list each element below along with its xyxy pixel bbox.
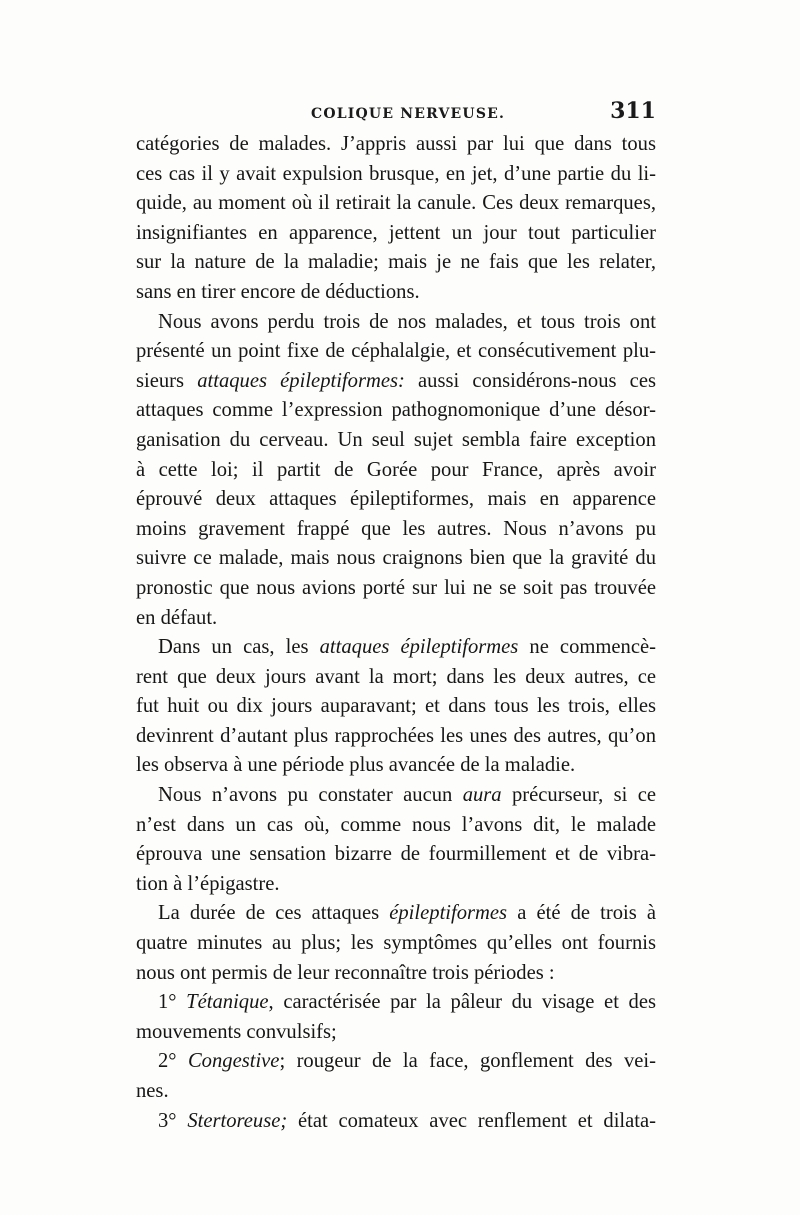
text-segment: 3° <box>158 1109 188 1132</box>
text-line <box>136 1018 656 1048</box>
text-segment: sans en tirer encore de déductions. <box>136 280 420 303</box>
text-segment: Nous avons perdu trois de nos malades, et tous trois ont <box>158 310 656 333</box>
text-line <box>136 692 656 722</box>
text-segment: pronostic que nous avions porté sur lui ne se soit pas trouvée <box>136 576 656 599</box>
text-line <box>136 219 656 249</box>
text-segment: sieurs <box>136 369 198 392</box>
italic-text-segment: aura <box>462 784 502 807</box>
text-line <box>136 633 656 663</box>
text-segment: à cette loi; il partit de Gorée pour France, après avoir <box>136 458 656 481</box>
text-segment: a été de trois à <box>507 902 656 925</box>
text-segment: éprouvé deux attaques épileptiformes, mais en apparence <box>136 488 656 511</box>
text-line <box>136 870 656 900</box>
text-segment: état comateux avec renflement et dilata- <box>287 1109 656 1132</box>
text-line <box>136 929 656 959</box>
text-line <box>136 722 656 752</box>
italic-text-segment: Tétanique <box>186 991 269 1014</box>
text-segment: 1° <box>158 991 187 1014</box>
text-segment: précurseur, si ce <box>501 784 656 807</box>
text-segment: ne commencè- <box>518 636 656 659</box>
text-segment: 2° <box>158 1050 188 1073</box>
text-segment: aussi considérons-nous ces <box>404 369 656 392</box>
italic-text-segment: attaques épileptiformes <box>319 636 519 659</box>
text-line <box>136 840 656 870</box>
text-line <box>136 811 656 841</box>
text-segment: ganisation du cerveau. Un seul sujet sembla faire exception <box>136 428 656 451</box>
text-segment: ; rougeur de la face, gonflement des vei- <box>279 1050 656 1073</box>
text-line <box>136 160 656 190</box>
text-segment: moins gravement frappé que les autres. Nous n’avons pu <box>136 517 656 540</box>
text-line <box>136 248 656 278</box>
text-line <box>136 1107 656 1137</box>
text-segment: attaques comme l’expression pathognomonique d’une désor- <box>136 399 656 422</box>
text-line <box>136 544 656 574</box>
text-line <box>136 663 656 693</box>
text-segment: n’est dans un cas où, comme nous l’avons dit, le malade <box>136 813 656 836</box>
text-segment: mouvements convulsifs; <box>136 1020 337 1043</box>
text-segment: rent que deux jours avant la mort; dans les deux autres, ce <box>136 665 656 688</box>
text-segment: nes. <box>136 1080 169 1102</box>
text-line <box>136 189 656 219</box>
text-line <box>136 604 656 634</box>
text-segment: quide, au moment où il retirait la canule. Ces deux remarques, <box>136 192 656 215</box>
text-segment: Dans un cas, les <box>158 636 320 659</box>
text-segment: , caractérisée par la pâleur du visage et des <box>268 991 656 1014</box>
text-segment: nous ont permis de leur reconnaître trois périodes : <box>136 961 555 984</box>
italic-text-segment: Congestive <box>187 1050 280 1073</box>
running-title: COLIQUE NERVEUSE. <box>311 106 506 122</box>
text-segment: suivre ce malade, mais nous craignons bien que la gravité du <box>136 547 656 570</box>
text-segment: La durée de ces attaques <box>158 902 390 925</box>
text-segment: insignifiantes en apparence, jettent un jour tout particulier <box>136 221 656 244</box>
text-line <box>136 367 656 397</box>
text-line <box>136 959 656 989</box>
text-segment: Nous n’avons pu constater aucun <box>158 784 463 807</box>
italic-text-segment: attaques épileptiformes: <box>197 369 405 392</box>
text-segment: en défaut. <box>136 606 218 629</box>
text-segment: présenté un point fixe de céphalalgie, et consécutivement plu- <box>136 340 656 363</box>
text-line <box>136 278 656 308</box>
body-text <box>136 130 656 1136</box>
text-line <box>136 426 656 456</box>
text-segment: les observa à une période plus avancée de la maladie. <box>136 754 576 777</box>
text-line <box>136 337 656 367</box>
text-segment: tion à l’épigastre. <box>136 872 280 895</box>
text-line <box>136 485 656 515</box>
page-number: 311 <box>610 98 656 124</box>
text-line <box>136 1047 656 1077</box>
text-line <box>136 456 656 486</box>
text-line <box>136 751 656 781</box>
text-line <box>136 574 656 604</box>
text-segment: ces cas il y avait expulsion brusque, en jet, d’une partie du li- <box>136 162 656 185</box>
text-line <box>136 396 656 426</box>
page-header <box>136 94 656 134</box>
text-line <box>136 988 656 1018</box>
text-line <box>136 308 656 338</box>
text-line <box>136 899 656 929</box>
text-line <box>136 781 656 811</box>
italic-text-segment: Stertoreuse; <box>187 1109 288 1132</box>
text-segment: sur la nature de la maladie; mais je ne fais que les relater, <box>136 251 656 274</box>
text-line <box>136 130 656 160</box>
text-line <box>136 1077 656 1107</box>
italic-text-segment: épileptiformes <box>389 902 508 925</box>
text-segment: quatre minutes au plus; les symptômes qu’elles ont fournis <box>136 932 656 955</box>
text-segment: devinrent d’autant plus rapprochées les unes des autres, qu’on <box>136 724 656 747</box>
text-line <box>136 515 656 545</box>
text-segment: catégories de malades. J’appris aussi par lui que dans tous <box>136 133 656 155</box>
text-segment: éprouva une sensation bizarre de fourmillement et de vibra- <box>136 843 656 866</box>
text-segment: fut huit ou dix jours auparavant; et dans tous les trois, elles <box>136 695 656 718</box>
